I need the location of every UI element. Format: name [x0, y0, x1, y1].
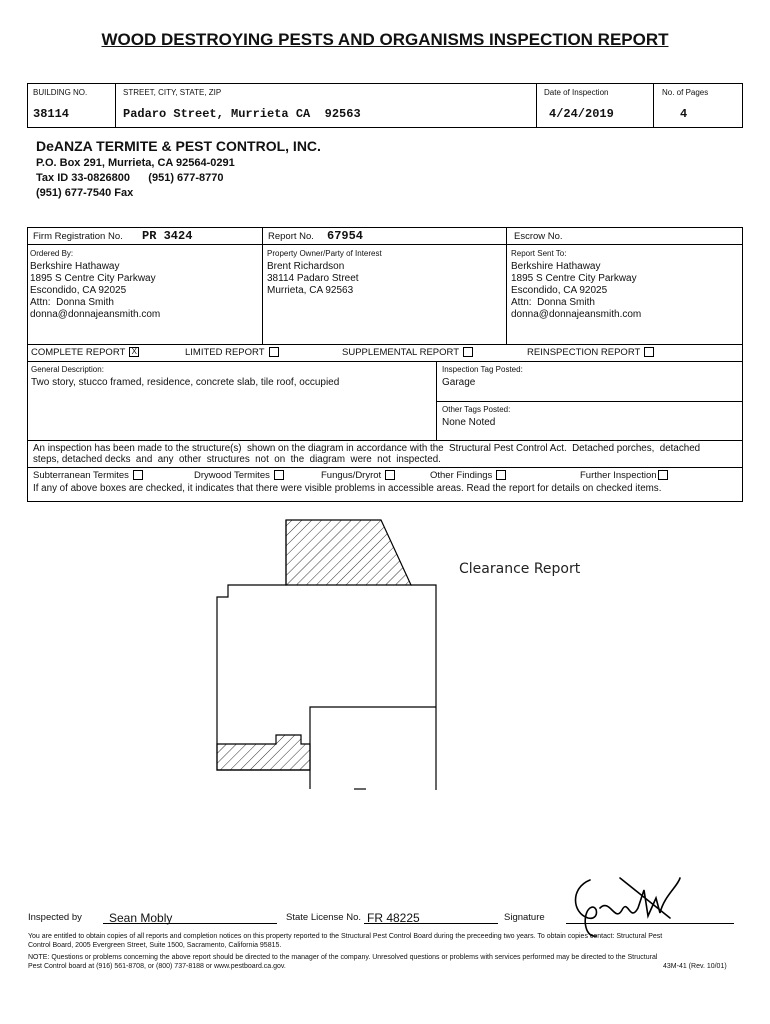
report-no-label: Report No.: [268, 231, 314, 242]
subterranean-termites-label: Subterranean Termites: [33, 470, 129, 481]
date-label: Date of Inspection: [544, 88, 609, 97]
inspection-tag-value: Garage: [442, 377, 476, 388]
license-label: State License No.: [286, 912, 361, 923]
owner-line: Murrieta, CA 92563: [267, 285, 354, 296]
other-findings-label: Other Findings: [430, 470, 493, 481]
inspected-by-label: Inspected by: [28, 912, 82, 923]
address: Padaro Street, Murrieta CA 92563: [123, 107, 361, 121]
report-no: 67954: [327, 229, 364, 243]
diagram-label: Clearance Report: [459, 561, 581, 577]
reinspection-report-label: REINSPECTION REPORT: [527, 347, 641, 358]
escrow-no-label: Escrow No.: [514, 231, 563, 242]
footer-line2: Control Board, 2005 Evergreen Street, Suite 1500, Sacramento, California 95815.: [28, 942, 282, 949]
further-inspection-label: Further Inspection: [580, 470, 657, 481]
sent-to-line: 1895 S Centre City Parkway: [511, 273, 637, 284]
footer-line3: NOTE: Questions or problems concerning the above report should be directed to the manager of the company. Unresolved questions or problems with services performed may be directed to the Structural: [28, 954, 658, 961]
company-fax: (951) 677-7540 Fax: [36, 187, 134, 199]
form-number: 43M-41 (Rev. 10/01): [663, 963, 727, 970]
inspector-name: Sean Mobly: [109, 911, 173, 925]
report-title: WOOD DESTROYING PESTS AND ORGANISMS INSPECTION REPORT: [101, 30, 669, 49]
general-description: Two story, stucco framed, residence, concrete slab, tile roof, occupied: [31, 377, 340, 388]
company-address: P.O. Box 291, Murrieta, CA 92564-0291: [36, 157, 235, 169]
ordered-by-line: donna@donnajeansmith.com: [30, 309, 161, 320]
sent-to-line: Berkshire Hathaway: [511, 261, 601, 272]
address-label: STREET, CITY, STATE, ZIP: [123, 88, 222, 97]
ordered-by-label: Ordered By:: [30, 249, 74, 258]
complete-report-checkbox[interactable]: X: [129, 347, 139, 357]
ordered-by-line: 1895 S Centre City Parkway: [30, 273, 156, 284]
building-no-label: BUILDING NO.: [33, 88, 88, 97]
pages-label: No. of Pages: [662, 88, 709, 97]
ordered-by-line: Escondido, CA 92025: [30, 285, 127, 296]
complete-report-label: COMPLETE REPORT: [31, 347, 126, 358]
company-tax-phone: Tax ID 33-0826800 (951) 677-8770: [36, 172, 224, 184]
ordered-by-line: Attn: Donna Smith: [30, 297, 114, 308]
hatched-area-upper: [286, 520, 411, 585]
general-description-label: General Description:: [31, 365, 104, 374]
company-name: DeANZA TERMITE & PEST CONTROL, INC.: [36, 138, 321, 154]
inner-wall: [310, 707, 436, 789]
inspection-statement-line1: An inspection has been made to the structure(s) shown on the diagram in accordance with the Structural Pest Control Act. Detached porches, detached: [33, 443, 701, 454]
inspection-statement-line2: steps, detached decks and any other structures not on the diagram were not inspected.: [33, 454, 441, 465]
firm-registration-no: PR 3424: [142, 229, 193, 243]
findings-note: If any of above boxes are checked, it indicates that there were visible problems in accessible areas. Read the report for details on checked items.: [33, 483, 662, 494]
inspection-tag-label: Inspection Tag Posted:: [442, 365, 523, 374]
sent-to-line: donna@donnajeansmith.com: [511, 309, 642, 320]
footer-line4: Pest Control board at (916) 561-8708, or (800) 737-8188 or www.pestboard.ca.gov.: [28, 963, 286, 970]
other-tags-value: None Noted: [442, 417, 496, 428]
sent-to-line: Escondido, CA 92025: [511, 285, 608, 296]
limited-report-label: LIMITED REPORT: [185, 347, 265, 358]
owner-label: Property Owner/Party of Interest: [267, 249, 382, 258]
hatched-area-lower: [217, 735, 310, 770]
building-outline-right: [411, 585, 436, 790]
inspection-date: 4/24/2019: [549, 107, 614, 121]
signature-label: Signature: [504, 912, 545, 923]
owner-line: Brent Richardson: [267, 261, 345, 272]
page-count: 4: [680, 107, 688, 121]
footer-line1: You are entitled to obtain copies of all reports and completion notices on this property reported to the Structural Pest Control Board during the preceeding two years. To obtain copies contact: Structural Pest: [28, 933, 663, 940]
fungus-dryrot-label: Fungus/Dryrot: [321, 470, 382, 481]
ordered-by-line: Berkshire Hathaway: [30, 261, 120, 272]
supplemental-report-label: SUPPLEMENTAL REPORT: [342, 347, 460, 358]
license-number: FR 48225: [367, 911, 420, 925]
owner-line: 38114 Padaro Street: [267, 273, 359, 284]
drywood-termites-label: Drywood Termites: [194, 470, 270, 481]
building-no: 38114: [33, 107, 70, 121]
firm-registration-label: Firm Registration No.: [33, 231, 123, 242]
sent-to-line: Attn: Donna Smith: [511, 297, 595, 308]
sent-to-label: Report Sent To:: [511, 249, 567, 258]
other-tags-label: Other Tags Posted:: [442, 405, 511, 414]
